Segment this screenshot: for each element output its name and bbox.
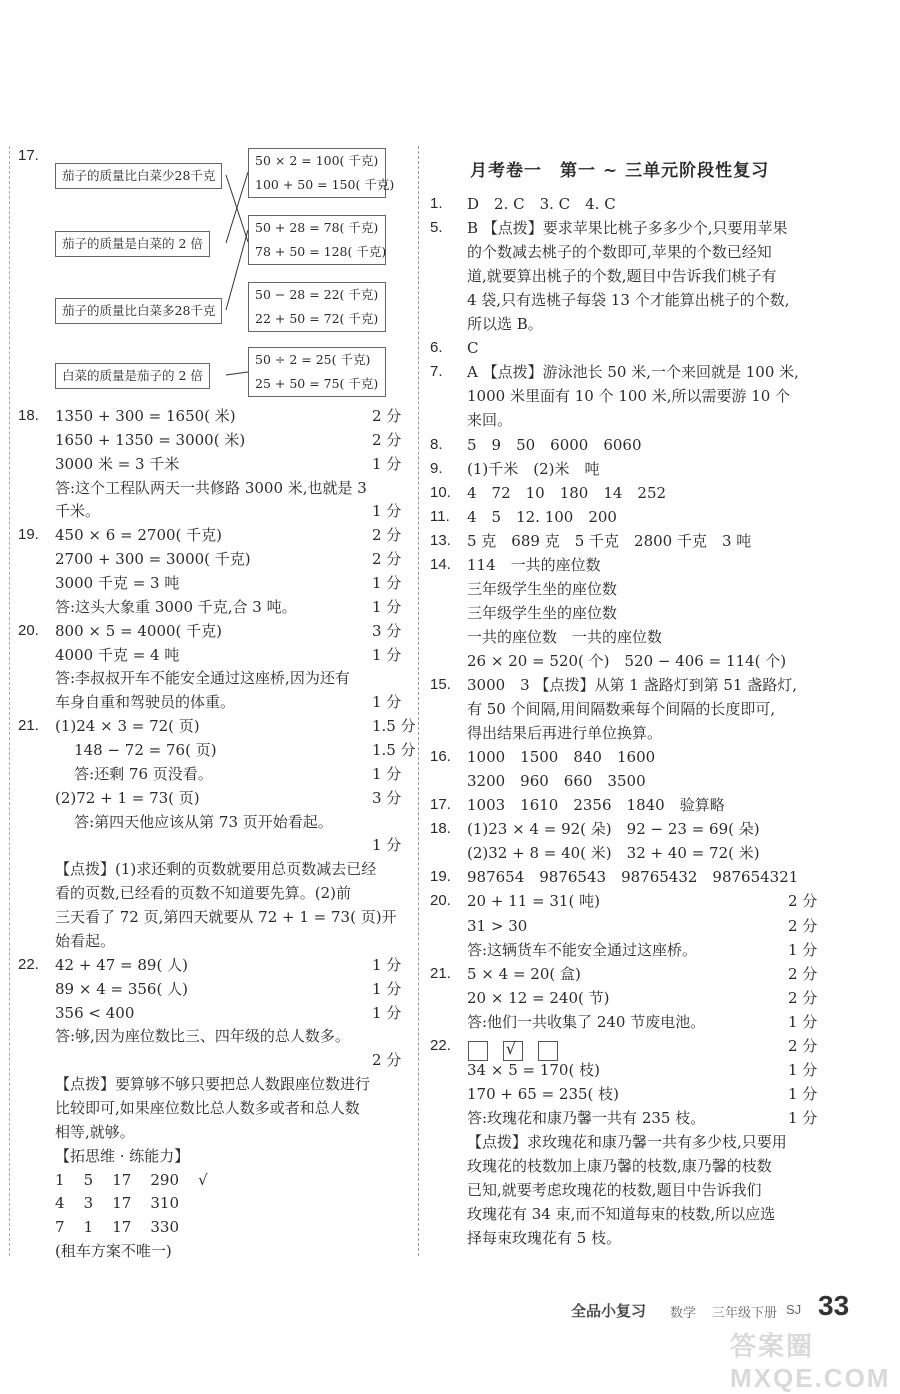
- q17-right-line: 78 + 50 = 128( 千克): [255, 244, 387, 259]
- score-points: 1 分: [372, 597, 402, 616]
- answer-line: 答:玫瑰花和康乃馨一共有 235 枝。: [467, 1108, 706, 1127]
- score-points: 1 分: [372, 454, 402, 473]
- q17-left-box: 茄子的质量比白菜少28千克: [55, 163, 222, 189]
- answer-line: 三天看了 72 页,第四天就要从 72 + 1 = 73( 页)开: [55, 908, 397, 927]
- answer-line: 的个数减去桃子的个数即可,苹果的个数已经知: [467, 243, 772, 262]
- answer-line: 1000 米里面有 10 个 100 米,所以需要游 10 个: [467, 387, 791, 406]
- answer-line: 答:李叔叔开车不能安全通过这座桥,因为还有: [55, 669, 350, 688]
- answer-line: 1 5 17 290 √: [55, 1170, 208, 1189]
- answer-line: C: [467, 339, 479, 358]
- answer-line: 20 + 11 = 31( 吨): [467, 892, 600, 911]
- answer-line: 26 × 20 = 520( 个) 520 − 406 = 114( 个): [467, 651, 787, 670]
- q17-right-line: 100 + 50 = 150( 千克): [255, 177, 395, 192]
- answer-line: 有 50 个间隔,用间隔数乘每个间隔的长度即可,: [467, 700, 776, 719]
- score-points: 1 分: [788, 1060, 818, 1079]
- answer-line: (2)72 + 1 = 73( 页): [55, 788, 200, 807]
- q17-right-line: 50 − 28 = 22( 千克): [255, 287, 379, 302]
- answer-line: 【点拨】要算够不够只要把总人数跟座位数进行: [55, 1075, 371, 1094]
- question-number: 22.: [18, 955, 39, 973]
- page-number: 33: [818, 1290, 850, 1321]
- score-points: 1 分: [788, 1108, 818, 1127]
- score-points: 1 分: [372, 502, 402, 521]
- answer-line: 148 − 72 = 76( 页): [55, 741, 217, 760]
- answer-line: 千米。: [55, 502, 101, 521]
- answer-line: 择每束玫瑰花有 5 枝。: [467, 1229, 622, 1248]
- answer-line: 3200 960 660 3500: [467, 772, 646, 791]
- answer-line: (2)32 + 8 = 40( 米) 32 + 40 = 72( 米): [467, 844, 760, 863]
- score-points: 1 分: [372, 979, 402, 998]
- q17-right-line: 50 × 2 = 100( 千克): [255, 153, 379, 168]
- question-number: 11.: [430, 507, 450, 525]
- answer-line: 5 9 50 6000 6060: [467, 435, 642, 454]
- score-points: 3 分: [372, 621, 402, 640]
- q17-connector-lines: [0, 0, 420, 400]
- q22-checkbox: [538, 1041, 558, 1061]
- footer-edition: SJ: [786, 1302, 802, 1317]
- score-points: 1.5 分: [372, 741, 416, 760]
- answer-line: 4 3 17 310: [55, 1194, 180, 1213]
- score-points: 1 分: [372, 574, 402, 593]
- answer-line: 【拓思维 · 练能力】: [55, 1146, 190, 1165]
- question-number: 5.: [430, 219, 443, 237]
- question-number: 19.: [430, 868, 451, 886]
- answer-line: 5 × 4 = 20( 盒): [467, 964, 581, 983]
- answer-line: A 【点拨】游泳池长 50 米,一个来回就是 100 米,: [467, 363, 799, 382]
- answer-line: 34 × 5 = 170( 枝): [467, 1060, 600, 1079]
- answer-line: 所以选 B。: [467, 315, 543, 334]
- question-number: 10.: [430, 483, 451, 501]
- answer-line: 答:第四天他应该从第 73 页开始看起。: [55, 812, 333, 831]
- answer-line: 1003 1610 2356 1840 验算略: [467, 796, 725, 815]
- answer-line: B 【点拨】要求苹果比桃子多多少个,只要用苹果: [467, 219, 788, 238]
- score-points: 1 分: [372, 955, 402, 974]
- answer-line: 4 袋,只有选桃子每袋 13 个才能算出桃子的个数,: [467, 291, 790, 310]
- score-points: 3 分: [372, 788, 402, 807]
- answer-line: 得出结果后再进行单位换算。: [467, 724, 663, 743]
- answer-line: 4 72 10 180 14 252: [467, 483, 667, 502]
- score-points: 2 分: [788, 988, 818, 1007]
- score-points: 2 分: [788, 892, 818, 911]
- q17-right-line: 22 + 50 = 72( 千克): [255, 311, 379, 326]
- question-number: 6.: [430, 339, 443, 357]
- q17-left-box: 茄子的质量比白菜多28千克: [55, 298, 222, 324]
- question-number: 16.: [430, 748, 451, 766]
- answer-line: (1)23 × 4 = 92( 朵) 92 − 23 = 69( 朵): [467, 820, 760, 839]
- question-number: 18.: [430, 820, 451, 838]
- question-number: 21.: [18, 717, 39, 735]
- answer-line: 356 < 400: [55, 1003, 135, 1022]
- score-points: 2 分: [788, 1036, 818, 1055]
- score-points: 2 分: [372, 550, 402, 569]
- score-points: 2 分: [788, 964, 818, 983]
- question-number: 17.: [430, 796, 451, 814]
- q17-left-box: 白菜的质量是茄子的 2 倍: [55, 363, 210, 389]
- answer-line: 玫瑰花有 34 束,而不知道每束的枝数,所以应选: [467, 1205, 776, 1224]
- footer-grade: 三年级下册: [712, 1305, 778, 1320]
- q17-label: 17.: [18, 147, 39, 164]
- q17-right-line: 50 + 28 = 78( 千克): [255, 220, 379, 235]
- question-number: 18.: [18, 407, 39, 424]
- q17-right-line: 25 + 50 = 75( 千克): [255, 376, 379, 391]
- watermark-logo: 答案圈 MXQE.COM: [730, 1331, 891, 1393]
- answer-line: 答:还剩 76 页没看。: [55, 764, 213, 783]
- score-points: 2 分: [372, 526, 402, 545]
- answer-line: 来回。: [467, 411, 513, 430]
- score-points: 1.5 分: [372, 717, 416, 736]
- question-number: 20.: [18, 621, 39, 639]
- answer-line: 1350 + 300 = 1650( 米): [55, 407, 236, 425]
- answer-line: 5 克 689 克 5 千克 2800 千克 3 吨: [467, 531, 752, 550]
- footer-subject: 数学: [670, 1305, 697, 1320]
- question-number: 20.: [430, 892, 451, 910]
- right-section-title: 月考卷一 第一 ~ 三单元阶段性复习: [470, 161, 770, 181]
- question-number: 7.: [430, 363, 443, 381]
- answer-line: 三年级学生坐的座位数: [467, 603, 618, 622]
- q17-right-line: 50 ÷ 2 = 25( 千克): [255, 352, 371, 367]
- question-number: 21.: [430, 964, 451, 982]
- answer-line: 始看起。: [55, 931, 116, 950]
- question-number: 15.: [430, 676, 451, 693]
- score-points: 1 分: [372, 764, 402, 783]
- score-points: 1 分: [372, 693, 402, 712]
- answer-line: 3000 千克 = 3 吨: [55, 574, 180, 593]
- answer-line: 车身自重和驾驶员的体重。: [55, 693, 236, 712]
- score-points: 2 分: [372, 430, 402, 449]
- answer-line: 比较即可,如果座位数比总人数多或者和总人数: [55, 1098, 360, 1117]
- answer-line: 答:够,因为座位数比三、四年级的总人数多。: [55, 1027, 350, 1046]
- question-number: 8.: [430, 435, 443, 453]
- answer-line: D 2. C 3. C 4. C: [467, 195, 616, 213]
- answer-line: 170 + 65 = 235( 枝): [467, 1084, 620, 1103]
- score-points: 1 分: [372, 1003, 402, 1022]
- question-number: 14.: [430, 555, 451, 573]
- answer-line: 道,就要算出桃子的个数,题目中告诉我们桃子有: [467, 267, 777, 286]
- answer-line: 3000 3 【点拨】从第 1 盏路灯到第 51 盏路灯,: [467, 676, 797, 694]
- answer-line: 7 1 17 330: [55, 1218, 180, 1237]
- answer-line: 答:这个工程队两天一共修路 3000 米,也就是 3: [55, 478, 367, 497]
- answer-line: (1)24 × 3 = 72( 页): [55, 717, 200, 736]
- answer-line: 三年级学生坐的座位数: [467, 579, 618, 598]
- answer-line: 114 一共的座位数: [467, 555, 601, 574]
- score-points: 1 分: [372, 645, 402, 664]
- answer-line: 1000 1500 840 1600: [467, 748, 656, 767]
- score-points: 2 分: [788, 916, 818, 935]
- answer-line: 【点拨】求玫瑰花和康乃馨一共有多少枝,只要用: [467, 1132, 787, 1151]
- question-number: 19.: [18, 526, 39, 544]
- answer-line: (1)千米 (2)米 吨: [467, 459, 600, 478]
- score-points: 2 分: [372, 1051, 402, 1070]
- q22-checkbox-row: [468, 1041, 568, 1061]
- question-number: 1.: [430, 195, 443, 212]
- q22-checkbox-checked: √: [503, 1041, 523, 1061]
- footer-brand: 全品小复习: [571, 1303, 647, 1320]
- answer-line: 987654 9876543 98765432 987654321: [467, 868, 799, 887]
- score-points: 1 分: [372, 836, 402, 855]
- answer-line: 20 × 12 = 240( 节): [467, 988, 610, 1007]
- score-points: 2 分: [372, 407, 402, 425]
- answer-line: 42 + 47 = 89( 人): [55, 955, 188, 974]
- score-points: 1 分: [788, 940, 818, 959]
- answer-line: 450 × 6 = 2700( 千克): [55, 526, 223, 545]
- answer-line: 2700 + 300 = 3000( 千克): [55, 550, 251, 569]
- q17-left-box: 茄子的质量是白菜的 2 倍: [55, 231, 210, 257]
- answer-line: 4 5 12. 100 200: [467, 507, 617, 526]
- answer-line: 【点拨】(1)求还剩的页数就要用总页数减去已经: [55, 860, 377, 879]
- answer-line: 玫瑰花的枝数加上康乃馨的枝数,康乃馨的枝数: [467, 1157, 772, 1175]
- question-number: 22.: [430, 1036, 451, 1054]
- answer-line: 4000 千克 = 4 吨: [55, 645, 180, 664]
- answer-line: 看的页数,已经看的页数不知道要先算。(2)前: [55, 884, 352, 903]
- answer-line: 答:这头大象重 3000 千克,合 3 吨。: [55, 597, 297, 616]
- answer-line: 一共的座位数 一共的座位数: [467, 627, 663, 646]
- answer-line: 已知,就要考虑玫瑰花的枝数,题目中告诉我们: [467, 1181, 762, 1200]
- answer-line: 1650 + 1350 = 3000( 米): [55, 430, 246, 449]
- answer-line: (租车方案不唯一): [55, 1242, 172, 1261]
- answer-line: 800 × 5 = 4000( 千克): [55, 621, 223, 640]
- score-points: 1 分: [788, 1012, 818, 1031]
- question-number: 9.: [430, 459, 443, 477]
- answer-line: 3000 米 = 3 千米: [55, 454, 180, 473]
- answer-line: 答:这辆货车不能安全通过这座桥。: [467, 940, 698, 959]
- answer-line: 答:他们一共收集了 240 节废电池。: [467, 1012, 706, 1031]
- question-number: 13.: [430, 531, 451, 549]
- answer-line: 31 > 30: [467, 916, 528, 935]
- answer-line: 相等,就够。: [55, 1122, 135, 1141]
- score-points: 1 分: [788, 1084, 818, 1103]
- q22-checkbox: [468, 1041, 488, 1061]
- answer-line: 89 × 4 = 356( 人): [55, 979, 188, 998]
